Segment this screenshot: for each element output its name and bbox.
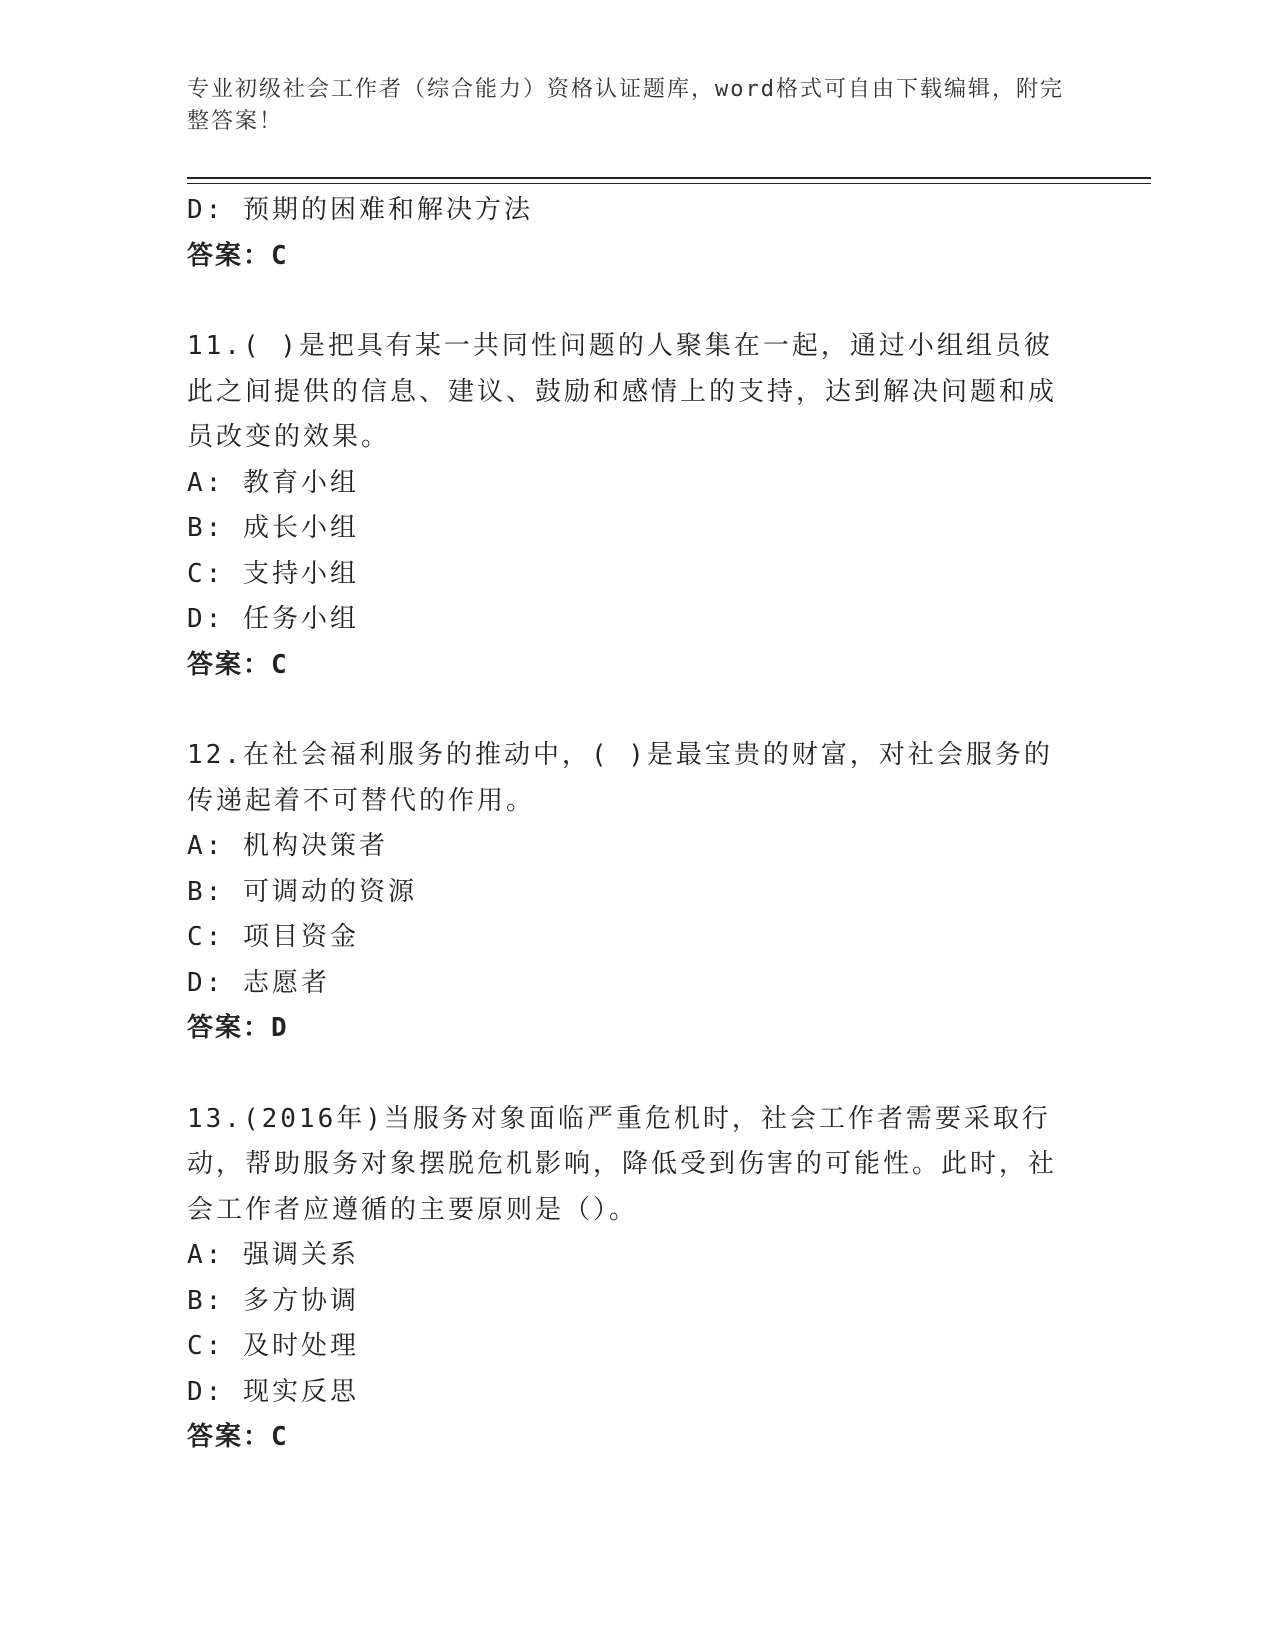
question-block-13 — [187, 1097, 1067, 1461]
option-a: A: 机构决策者 — [187, 831, 388, 861]
spacer — [187, 1052, 1067, 1097]
question-content — [187, 188, 1067, 1461]
prev-option-d: D: 预期的困难和解决方法 — [187, 195, 533, 225]
option-b: B: 可调动的资源 — [187, 876, 417, 907]
answer: 答案：D — [187, 1013, 289, 1043]
option-a: A: 强调关系 — [187, 1240, 359, 1270]
option-d: D: 志愿者 — [187, 967, 330, 998]
option-a: A: 教育小组 — [187, 467, 359, 498]
option-d: D: 任务小组 — [187, 604, 359, 634]
question-stem: 11.( )是把具有某一共同性问题的人聚集在一起，通过小组组员彼此之间提供的信息、建议、鼓励和感情上的支持，达到解决问题和成员改变的效果。 — [187, 331, 1058, 452]
answer: 答案：C — [187, 1422, 289, 1452]
prev-answer: 答案：C — [187, 240, 289, 271]
answer: 答案：C — [187, 649, 289, 680]
header-rule-thin — [187, 183, 1151, 184]
question-stem: 12.在社会福利服务的推动中，( )是最宝贵的财富，对社会服务的传递起着不可替代的作用。 — [187, 740, 1053, 816]
header-rule-thick — [187, 177, 1151, 179]
option-c: C: 支持小组 — [187, 558, 359, 589]
question-block-12 — [187, 733, 1067, 1052]
option-c: C: 项目资金 — [187, 922, 359, 952]
spacer — [187, 688, 1067, 733]
option-b: B: 成长小组 — [187, 513, 359, 543]
option-d: D: 现实反思 — [187, 1376, 359, 1407]
question-block-11 — [187, 324, 1067, 688]
option-b: B: 多方协调 — [187, 1285, 359, 1316]
option-c: C: 及时处理 — [187, 1331, 359, 1361]
spacer — [187, 279, 1067, 324]
question-stem: 13.(2016年)当服务对象面临严重危机时，社会工作者需要采取行动，帮助服务对象摆脱危机影响，降低受到伤害的可能性。此时，社会工作者应遵循的主要原则是（）。 — [187, 1103, 1058, 1225]
page-header: 专业初级社会工作者（综合能力）资格认证题库，word格式可自由下载编辑，附完整答案！ — [187, 77, 1064, 134]
